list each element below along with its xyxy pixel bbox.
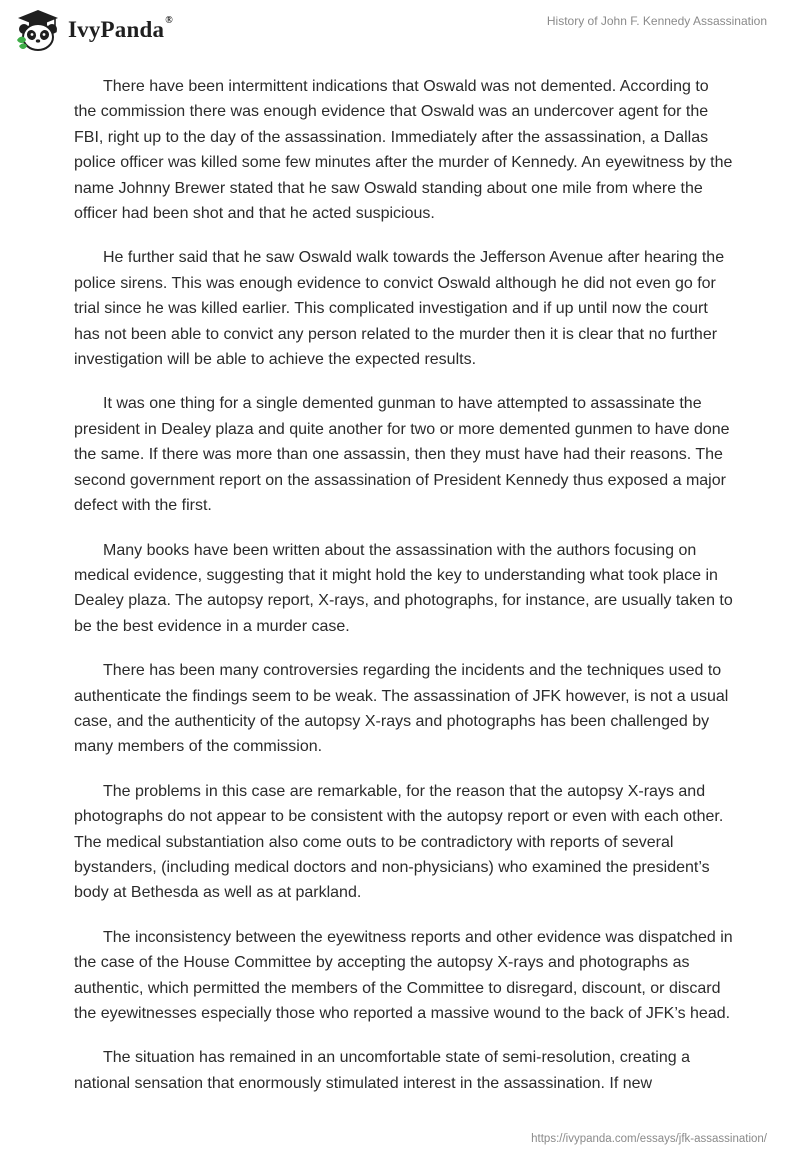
source-url[interactable]: https://ivypanda.com/essays/jfk-assassination/ — [531, 1133, 767, 1145]
paragraph-2: He further said that he saw Oswald walk towards the Jefferson Avenue after hearing the police sirens. This was enough evidence to convict Oswald although he did not even go for trial since he was killed earlier. This complicated investigation and if up until now the court has not been able to convict any person related to the murder then it is clear that no further investigation will be able to achieve the expected results. — [74, 249, 725, 369]
paragraph-7: The inconsistency between the eyewitness reports and other evidence was dispatched in the case of the House Committee by accepting the autopsy X-rays and photographs as authentic, which permitted the members of the Committee to disregard, discount, or discard the eyewitnesses especially those who reported a massive wound to the back of JFK’s head. — [74, 928, 733, 1022]
document-title: History of John F. Kennedy Assassination — [546, 14, 767, 28]
paragraph-3: It was one thing for a single demented gunman to have attempted to assassinate the president in Dealey plaza and quite another for two or more demented gunmen to have done the same. If there was more than one assassin, then they must have had their reasons. The second government report on the assassination of President Kennedy thus exposed a major defect with the first. — [74, 395, 730, 515]
page-header — [0, 0, 800, 60]
brand-name: IvyPanda® — [68, 15, 173, 42]
paragraph-4: Many books have been written about the assassination with the authors focusing on medical evidence, suggesting that it might hold the key to understanding what took place in Dealey plaza. The autopsy report, X-rays, and photographs, for instance, are usually taken to be the best evidence in a murder case. — [74, 541, 733, 635]
paragraph-6: The problems in this case are remarkable, for the reason that the autopsy X-rays and photographs do not appear to be consistent with the autopsy report or even with each other. The medical substantiation also come outs to be contradictory with reports of several bystanders, (including medical doctors and non-physicians) who examined the president’s body at Bethesda as well as at parkland. — [74, 782, 724, 902]
panda-graduate-icon — [14, 8, 62, 52]
registered-mark: ® — [165, 15, 173, 26]
paragraph-8: The situation has remained in an uncomfortable state of semi-resolution, creating a national sensation that enormously stimulated interest in the assassination. If new — [74, 1049, 690, 1092]
article-body — [74, 74, 734, 1115]
brand-logo[interactable] — [14, 8, 173, 52]
paragraph-1: There have been intermittent indications that Oswald was not demented. According to the commission there was enough evidence that Oswald was an undercover agent for the FBI, right up to the day of the assassination. Immediately after the assassination, a Dallas police officer was killed some few minutes after the murder of Kennedy. An eyewitness by the name Johnny Brewer stated that he saw Oswald standing about one mile from where the officer had been shot and that he acted suspicious. — [74, 78, 733, 223]
paragraph-5: There has been many controversies regarding the incidents and the techniques used to authenticate the findings seem to be weak. The assassination of JFK however, is not a usual case, and the authenticity of the autopsy X-rays and photographs has been challenged by many members of the commission. — [74, 662, 729, 756]
